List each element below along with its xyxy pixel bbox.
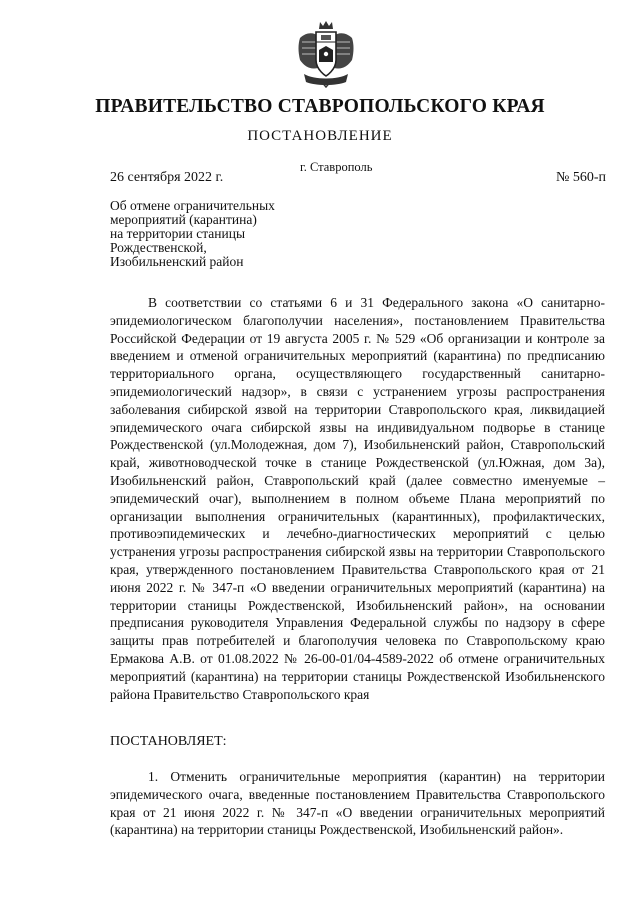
document-date: 26 сентября 2022 г.: [110, 170, 224, 185]
subject-line: Рождественской,: [110, 240, 207, 255]
preamble-paragraph: В соответствии со статьями 6 и 31 Федерального закона «О санитарно-эпидемиологическом благополучии населения», постановлением Правительства Российской Федерации от 19 августа 2005 г. № 529 «Об организации и контроле за введением и отменой ограничительных мероприятий (карантина) по предписанию территориального органа, осуществляющего государственный санитарно-эпидемиологический надзор», в связи с устранением угрозы распространения заболевания сибирской язвой на территории Ставропольского края, ликвидацией эпидемического очага сибирской язвы на индивидуальном подворье в станице Рождественской (ул.Молодежная, дом 7), Изобильненский район, Ставропольский край, животноводческой точке в станице Рождественской (ул.Южная, дом 3а), Изобильненский район, Ставропольский край (далее совместно именуемые – эпидемический очаг), выполнением в полном объеме Плана мероприятий по организации выполнения ограничительных (карантинных), профилактических, противоэпидемических и лечебно-диагностических мероприятий с целью устранения угрозы распространения сибирской язвы на территории Ставропольского края, утвержденного постановлением Правительства Ставропольского края от 21 июня 2022 г. № 347-п «О введении ограничительных мероприятий (карантина) на территории станицы Рождественской, Изобильненский район», на основании предписания руководителя Управления Федеральной службы по надзору в сфере защиты прав потребителей и благополучия человека по Ставропольскому краю Ермакова А.В. от 01.08.2022 № 26-00-01/04-4589-2022 об отмене ограничительных мероприятий (карантина) на территории станицы Рождественской Изобильненского района Правительство Ставропольского края: [110, 295, 605, 702]
subject-line: мероприятий (карантина): [110, 212, 257, 227]
decree-item-1: 1. Отменить ограничительные мероприятия (карантин) на территории эпидемического очага, введенные постановлением Правительства Ставропольского края от 21 июня 2022 г. № 347-п «О введении ограничительных мероприятий (карантина) на территории станицы Рождественской, Изобильненский район».: [110, 769, 605, 838]
subject-line: на территории станицы: [110, 226, 246, 241]
coat-of-arms-icon: [296, 20, 356, 88]
decree-heading: ПОСТАНОВЛЯЕТ:: [110, 734, 227, 749]
document-type: ПОСТАНОВЛЕНИЕ: [247, 128, 393, 144]
subject-line: Об отмене ограничительных: [110, 198, 275, 213]
city: г. Ставрополь: [300, 160, 373, 174]
document-subject: [110, 199, 275, 269]
government-title: ПРАВИТЕЛЬСТВО СТАВРОПОЛЬСКОГО КРАЯ: [95, 96, 545, 117]
subject-line: Изобильненский район: [110, 254, 244, 269]
document-number: № 560-п: [555, 170, 606, 185]
